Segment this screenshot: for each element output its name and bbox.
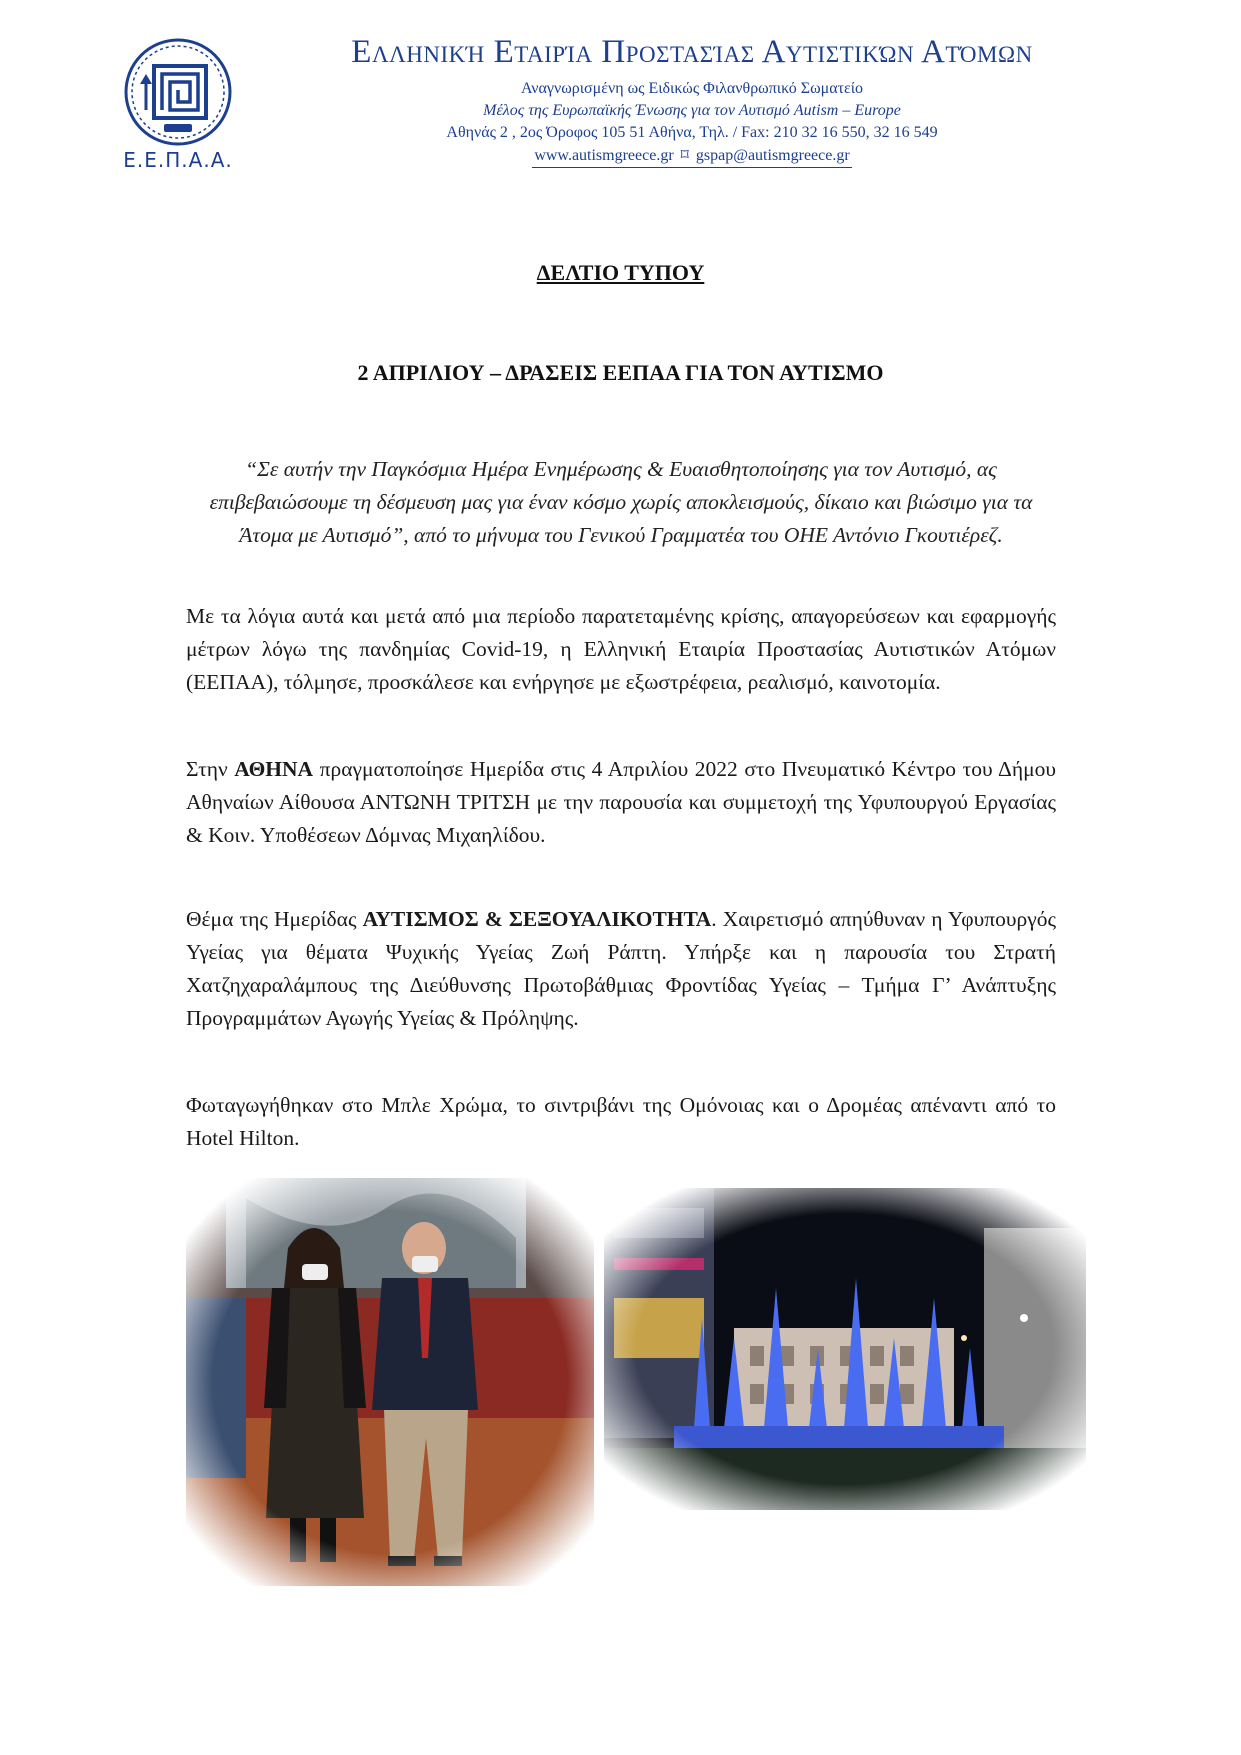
two-people-at-event-photo	[186, 1178, 594, 1586]
p3-text-start: Θέμα της Ημερίδας	[186, 907, 363, 931]
logo-abbreviation: Ε.Ε.Π.Α.Α.	[123, 148, 233, 172]
p2-bold-athens: ΑΘΗΝΑ	[234, 757, 314, 781]
website-link[interactable]: www.autismgreece.gr	[534, 147, 674, 164]
paragraph-lighting: Φωταγωγήθηκαν στο Μπλε Χρώμα, το σιντριβάνι της Ομόνοιας και ο Δρομέας απέναντι από το Hotel Hilton.	[186, 1093, 1056, 1150]
un-quote: “Σε αυτήν την Παγκόσμια Ημέρα Ενημέρωσης & Ευαισθητοποίησης για τον Αυτισμό, ας επιβεβαιώσουμε τη δέσμευση μας για έναν κόσμο χωρίς αποκλεισμούς, δίκαιο και βιώσιμο για τα Άτομα με Αυτισμό”, από το μήνυμα του Γενικού Γραμματέα του ΟΗΕ Αντόνιο Γκουτιέρεζ.	[209, 457, 1033, 547]
membership-line: Μέλος της Ευρωπαϊκής Ένωσης για τον Αυτισμό Autism – Europe	[483, 102, 901, 119]
p2-text-end: πραγματοποίησε Ημερίδα στις 4 Απριλίου 2022 στο Πνευματικό Κέντρο του Δήμου Αθηναίων Αίθουσα ΑΝΤΩΝΗ ΤΡΙΤΣΗ με την παρουσία και συμμετοχή της Υφυπουργού Εργασίας & Κοιν. Υποθέσεων Δόμνας Μιχαηλίδου.	[186, 757, 1057, 847]
paragraph-intro: Με τα λόγια αυτά και μετά από μια περίοδο παρατεταμένης κρίσης, απαγορεύσεων και εφαρμογής μέτρων λόγω της πανδημίας Covid-19, η Ελληνική Εταιρία Προστασίας Αυτιστικών Ατόμων (ΕΕΠΑΑ), τόλμησε, προσκάλεσε και ενήργησε με εξωστρέφεια, ρεαλισμό, καινοτομία.	[186, 604, 1056, 694]
headline: 2 ΑΠΡΙΛΙΟΥ – ΔΡΑΣΕΙΣ ΕΕΠΑΑ ΓΙΑ ΤΟΝ ΑΥΤΙΣΜΟ	[357, 360, 884, 385]
recognition-line: Αναγνωρισμένη ως Ειδικώς Φιλανθρωπικό Σωματείο	[520, 80, 864, 97]
organization-logo	[118, 38, 238, 178]
blue-lit-fountain-night-photo	[604, 1188, 1086, 1510]
p3-text-end: . Χαιρετισμό απηύθυναν η Υφυπουργός Υγείας για θέματα Ψυχικής Υγείας Ζωή Ράπτη. Υπήρξε και η παρουσία του Στρατή Χατζηχαραλάμπους της Διεύθυνσης Πρωτοβάθμιας Φροντίδας Υγείας – Τμήμα Γ’ Ανάπτυξης Προγραμμάτων Αγωγής Υγείας & Πρόληψης.	[186, 907, 1057, 1030]
separator-icon: ⌑	[680, 147, 689, 164]
greek-key-seal-icon	[124, 38, 232, 146]
address-line: Αθηνάς 2 , 2ος Όροφος 105 51 Αθήνα, Τηλ. / Fax: 210 32 16 550, 32 16 549	[446, 124, 938, 141]
letterhead	[0, 0, 1241, 180]
press-release-label: ΔΕΛΤΙΟ ΤΥΠΟΥ	[536, 260, 705, 285]
p2-text-start: Στην	[186, 757, 235, 781]
paragraph-theme	[186, 903, 1056, 1035]
organization-title: Ελληνική Εταιρία Προστασίας Αυτιστικών Ατόμων	[351, 34, 1033, 70]
email-link[interactable]: gspap@autismgreece.gr	[695, 147, 850, 164]
contact-line	[262, 145, 1122, 168]
p3-bold-theme: ΑΥΤΙΣΜΟΣ & ΣΕΞΟΥΑΛΙΚΟΤΗΤΑ	[362, 907, 712, 931]
paragraph-athens-event	[186, 753, 1056, 852]
